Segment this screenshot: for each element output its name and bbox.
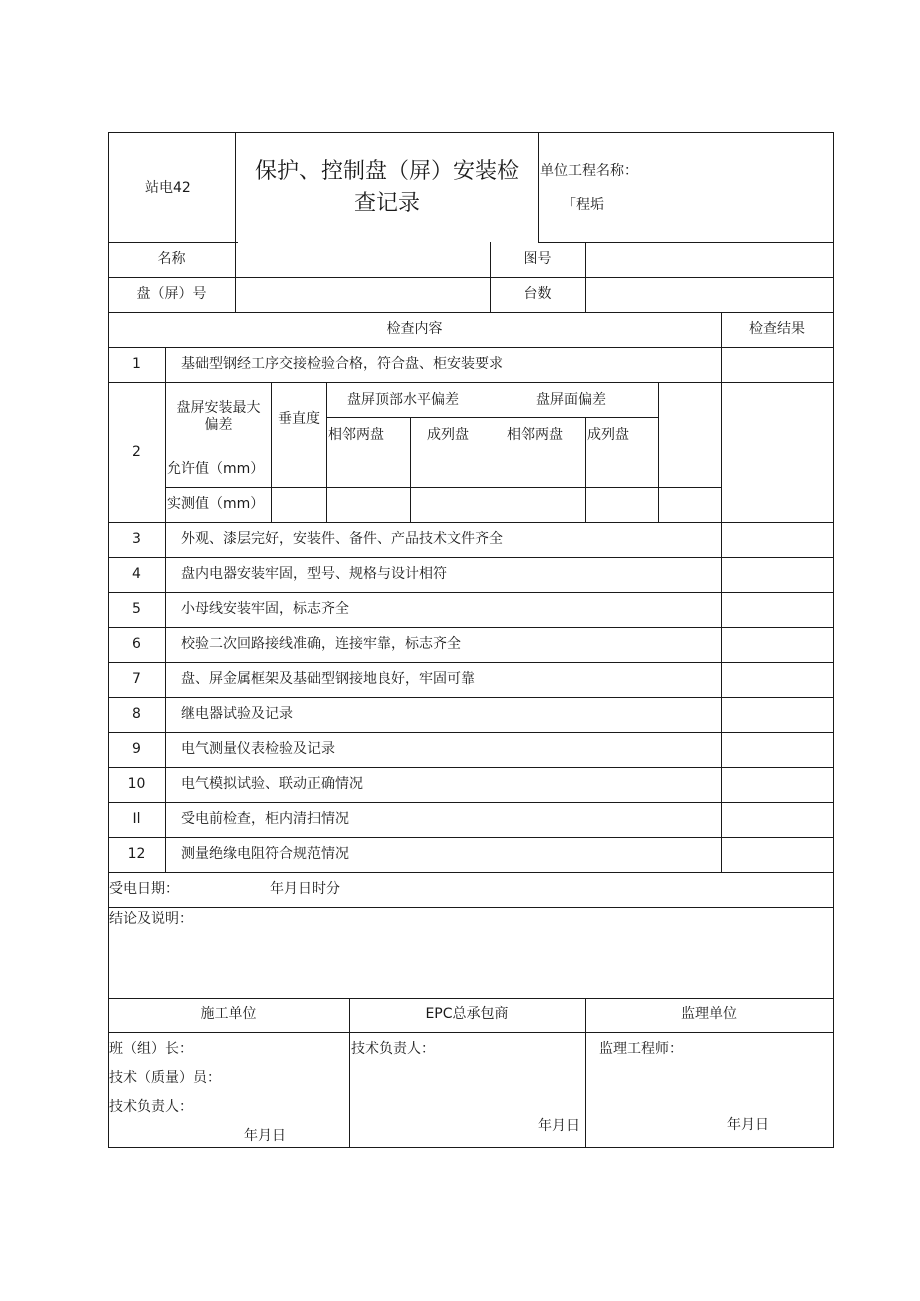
count-label: 台数 <box>523 286 552 302</box>
max-deviation-line1: 盘屏安装最大 <box>176 400 261 416</box>
panel-row-label: 成列盘 <box>427 427 469 443</box>
rule <box>108 132 834 133</box>
rule <box>326 417 658 418</box>
name-label: 名称 <box>157 251 186 267</box>
tech-lead-label: 技术负责人： <box>109 1099 193 1115</box>
item-text: 电气模拟试验、联动正确情况 <box>181 776 363 792</box>
item-no: 9 <box>132 741 141 757</box>
rule <box>108 1032 834 1033</box>
rule <box>108 312 834 313</box>
rule <box>108 382 834 383</box>
rule <box>585 242 586 312</box>
item-text: 继电器试验及记录 <box>181 706 293 722</box>
allowed-value-label: 允许值（mm） <box>167 461 265 477</box>
rule <box>538 242 834 243</box>
rule <box>108 872 834 873</box>
epc-date: 年月日 <box>538 1118 580 1134</box>
unit-project-value: 「程垢 <box>562 197 604 213</box>
rule <box>721 312 722 872</box>
rule <box>108 837 834 838</box>
rule <box>108 592 834 593</box>
power-date-value: 年月日时分 <box>270 881 340 897</box>
adjacent-panels-label: 相邻两盘 <box>507 427 563 443</box>
supervisor-label: 监理工程师： <box>599 1041 683 1057</box>
form-title-line1: 保护、控制盘（屏）安装检 <box>254 159 519 184</box>
item-no: 2 <box>132 444 141 460</box>
result-header: 检查结果 <box>749 321 805 337</box>
measured-value-label: 实测值（mm） <box>167 496 265 512</box>
rule <box>585 417 586 522</box>
item-no: Il <box>132 811 141 827</box>
rule <box>165 487 721 488</box>
rule <box>108 242 238 243</box>
item-text: 校验二次回路接线准确，连接牢靠，标志齐全 <box>181 636 461 652</box>
rule <box>108 1147 834 1148</box>
rule <box>108 627 834 628</box>
form-title <box>236 156 538 220</box>
construction-date: 年月日 <box>244 1128 286 1144</box>
epc-tech-lead-label: 技术负责人： <box>351 1041 435 1057</box>
rule <box>326 382 327 522</box>
rule <box>538 132 539 242</box>
form-code: 站电42 <box>145 180 191 196</box>
item-no: 7 <box>132 671 141 687</box>
construction-unit-header: 施工单位 <box>200 1006 257 1022</box>
item-no: 6 <box>132 636 141 652</box>
team-leader-label: 班（组）长： <box>109 1041 193 1057</box>
rule <box>658 382 659 522</box>
rule <box>108 998 834 999</box>
max-deviation-label <box>166 400 271 434</box>
item-text: 测量绝缘电阻符合规范情况 <box>181 846 349 862</box>
max-deviation-line2: 偏差 <box>204 416 233 433</box>
epc-contractor-header: EPC总承包商 <box>425 1006 509 1022</box>
rule <box>108 802 834 803</box>
face-deviation-label: 盘屏面偏差 <box>536 392 606 408</box>
item-no: 5 <box>132 601 141 617</box>
rule <box>108 662 834 663</box>
item-text: 盘、屏金属框架及基础型钢接地良好，牢固可靠 <box>181 671 475 687</box>
drawing-label: 图号 <box>523 251 552 267</box>
panel-row-label: 成列盘 <box>587 427 629 443</box>
rule <box>108 522 834 523</box>
supervision-date: 年月日 <box>727 1117 769 1133</box>
item-text: 电气测量仪表检验及记录 <box>181 741 335 757</box>
item-no: 8 <box>132 706 141 722</box>
rule <box>108 732 834 733</box>
item-text: 外观、漆层完好，安装件、备件、产品技术文件齐全 <box>181 531 503 547</box>
rule <box>108 277 834 278</box>
item-no: 1 <box>132 356 141 372</box>
item-no: 3 <box>132 531 141 547</box>
panel-no-label: 盘（屏）号 <box>136 286 207 302</box>
rule <box>271 382 272 522</box>
power-date-label: 受电日期： <box>109 881 179 897</box>
rule <box>410 417 411 522</box>
verticality-label: 垂直度 <box>278 411 320 427</box>
rule <box>108 697 834 698</box>
rule <box>108 347 834 348</box>
form-title-line2: 查记录 <box>353 191 420 216</box>
item-no: 4 <box>132 566 141 582</box>
unit-project-label: 单位工程名称： <box>540 163 638 179</box>
supervision-unit-header: 监理单位 <box>681 1006 737 1022</box>
item-no: 10 <box>127 776 146 792</box>
item-text: 小母线安装牢固，标志齐全 <box>181 601 349 617</box>
rule <box>108 907 834 908</box>
content-header: 检查内容 <box>386 321 443 337</box>
rule <box>108 557 834 558</box>
rule <box>833 132 834 1148</box>
top-level-deviation-label: 盘屏顶部水平偏差 <box>347 392 459 408</box>
tech-quality-label: 技术（质量）员： <box>109 1070 221 1086</box>
conclusion-label: 结论及说明： <box>109 911 193 927</box>
item-no: 12 <box>127 846 146 862</box>
item-text: 盘内电器安装牢固，型号、规格与设计相符 <box>181 566 447 582</box>
rule <box>108 767 834 768</box>
item-text: 受电前检查，柜内清扫情况 <box>181 811 349 827</box>
item-text: 基础型钢经工序交接检验合格，符合盘、柜安装要求 <box>181 356 503 372</box>
adjacent-panels-label: 相邻两盘 <box>328 427 384 443</box>
